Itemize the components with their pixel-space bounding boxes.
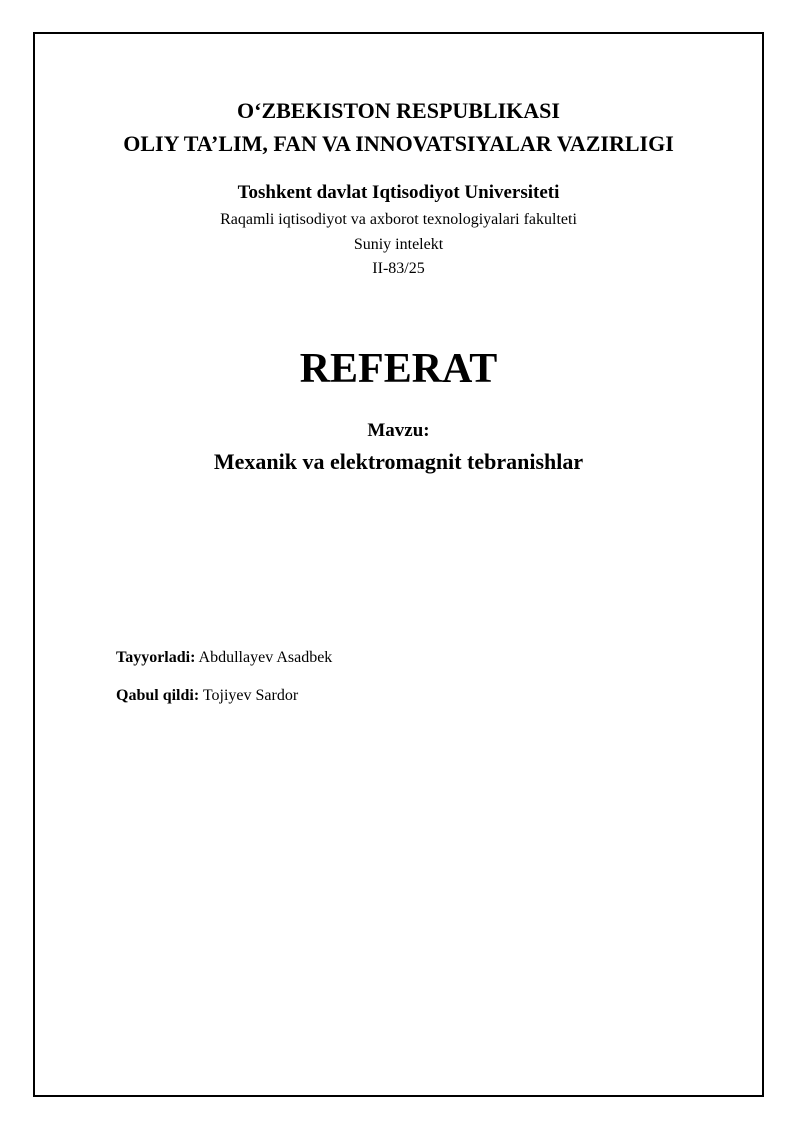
header-line-2: OLIY TA’LIM, FAN VA INNOVATSIYALAR VAZIRLIGI — [123, 131, 674, 156]
topic-title: Mexanik va elektromagnit tebranishlar — [213, 449, 584, 474]
faculty-name: Raqamli iqtisodiyot va axborot texnologiyalari fakulteti — [220, 211, 577, 228]
accepted-by-name: Tojiyev Sardor — [202, 687, 299, 704]
university-name: Toshkent davlat Iqtisodiyot Universiteti — [237, 182, 560, 203]
prepared-by-line — [116, 649, 332, 667]
document-type-title: REFERAT — [299, 346, 498, 392]
prepared-by-name: Abdullayev Asadbek — [198, 649, 333, 666]
topic-label: Mavzu: — [367, 420, 430, 441]
specialty-name: Suniy intelekt — [353, 236, 444, 253]
accepted-by-line — [116, 687, 298, 705]
header-line-1: O‘ZBEKISTON RESPUBLIKASI — [237, 98, 560, 123]
accepted-by-label: Qabul qildi: — [116, 687, 200, 704]
group-code: II-83/25 — [372, 260, 425, 277]
prepared-by-label: Tayyorladi: — [116, 649, 196, 666]
